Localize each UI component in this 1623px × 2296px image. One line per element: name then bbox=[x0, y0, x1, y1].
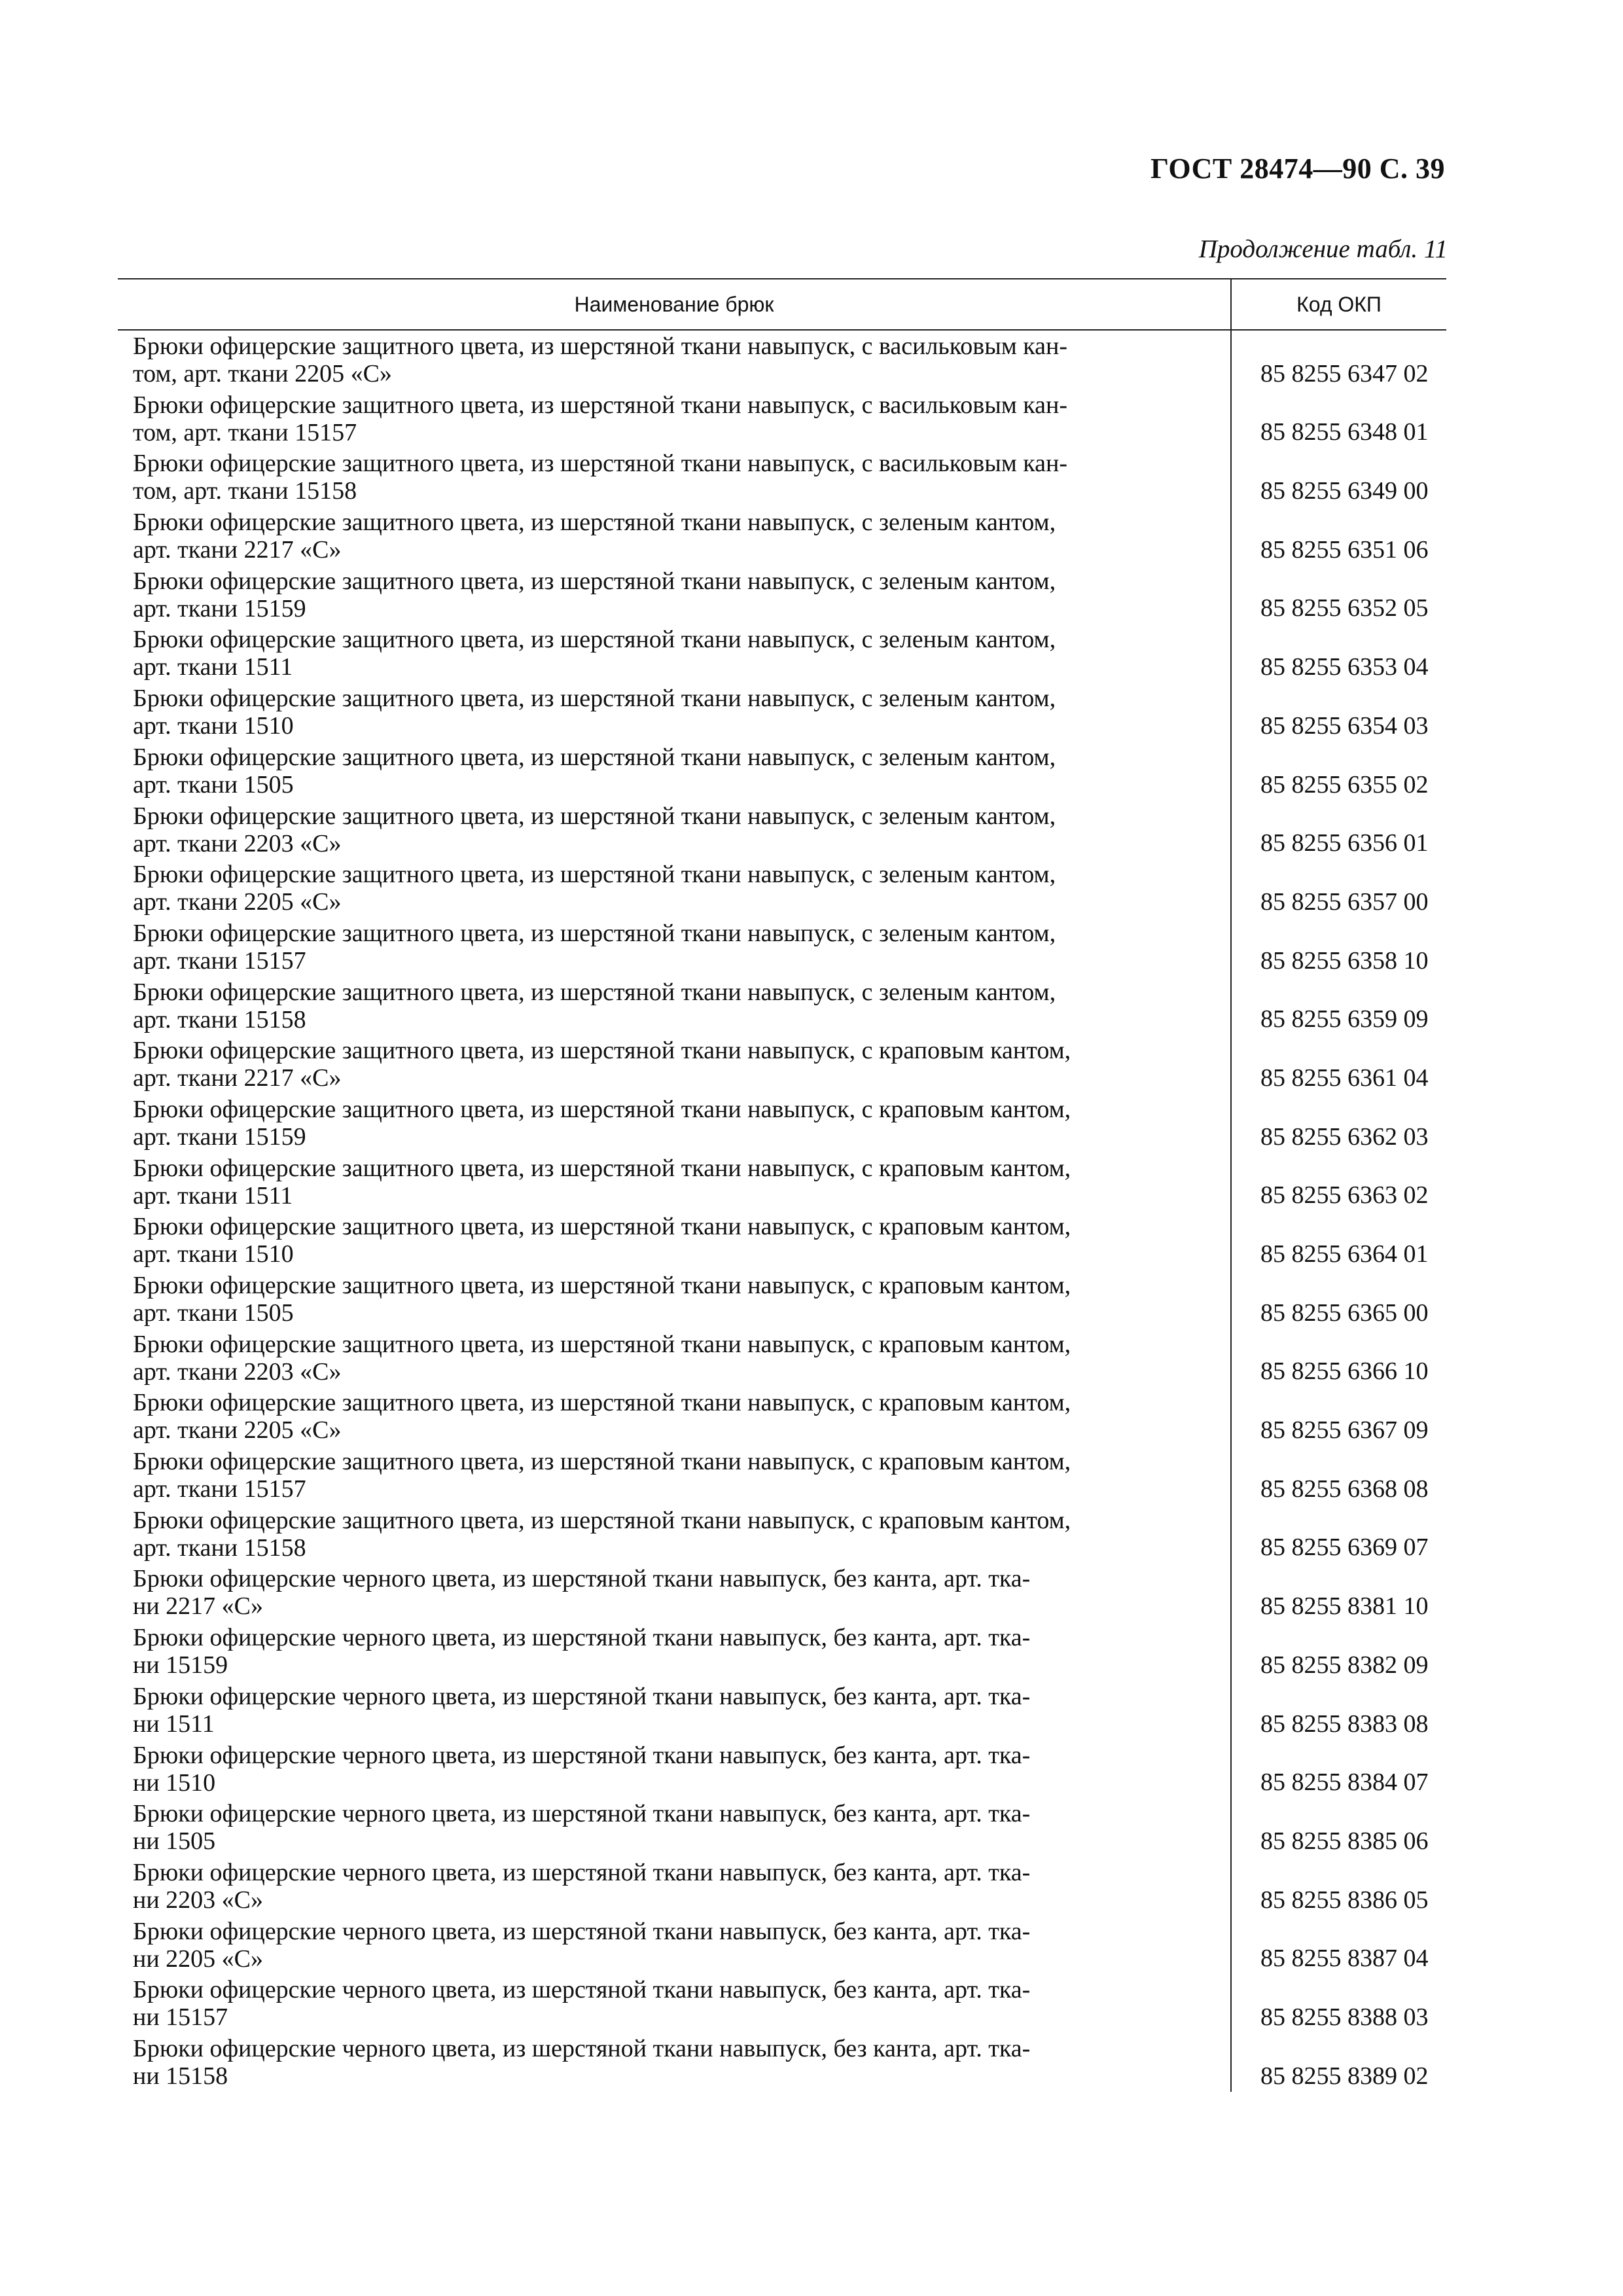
row-name-cell: Брюки офицерские защитного цвета, из шерстяной ткани навыпуск, с зеленым кантом, арт. ткани 1510 bbox=[133, 685, 1056, 740]
row-name-cell: Брюки офицерские защитного цвета, из шерстяной ткани навыпуск, с краповым кантом, арт. ткани 1510 bbox=[133, 1213, 1071, 1268]
table-row bbox=[118, 507, 1446, 565]
row-code-cell: 85 8255 6361 04 bbox=[1260, 1064, 1429, 1092]
products-table bbox=[118, 278, 1446, 2092]
row-name-cell: Брюки офицерские защитного цвета, из шерстяной ткани навыпуск, с зеленым кантом, арт. ткани 15159 bbox=[133, 567, 1056, 622]
table-row bbox=[118, 448, 1446, 507]
row-name-cell: Брюки офицерские защитного цвета, из шерстяной ткани навыпуск, с зеленым кантом, арт. ткани 2217 «С» bbox=[133, 509, 1056, 564]
column-header-code: Код ОКП bbox=[1296, 292, 1382, 316]
table-row bbox=[118, 1798, 1446, 1857]
row-code-cell: 85 8255 8383 08 bbox=[1260, 1710, 1429, 1738]
row-code-cell: 85 8255 6364 01 bbox=[1260, 1240, 1429, 1268]
row-name-cell: Брюки офицерские защитного цвета, из шерстяной ткани навыпуск, с краповым кантом, арт. ткани 15158 bbox=[133, 1506, 1071, 1562]
table-row bbox=[118, 1681, 1446, 1740]
row-code-cell: 85 8255 6363 02 bbox=[1260, 1181, 1429, 1210]
row-code-cell: 85 8255 6352 05 bbox=[1260, 594, 1429, 622]
row-code-cell: 85 8255 6368 08 bbox=[1260, 1475, 1429, 1503]
row-name-cell: Брюки офицерские защитного цвета, из шерстяной ткани навыпуск, с краповым кантом, арт. ткани 1511 bbox=[133, 1154, 1071, 1210]
table-row bbox=[118, 1387, 1446, 1446]
row-name-cell: Брюки офицерские защитного цвета, из шерстяной ткани навыпуск, с краповым кантом, арт. ткани 15159 bbox=[133, 1095, 1071, 1151]
table-row bbox=[118, 1153, 1446, 1211]
table-continuation-label: Продолжение табл. 11 bbox=[1198, 235, 1448, 263]
row-name-cell: Брюки офицерские черного цвета, из шерстяной ткани навыпуск, без канта, арт. тка- ни 1511 bbox=[133, 1682, 1031, 1738]
row-code-cell: 85 8255 6355 02 bbox=[1260, 770, 1429, 798]
row-name-cell: Брюки офицерские черного цвета, из шерстяной ткани навыпуск, без канта, арт. тка- ни 2203 «С» bbox=[133, 1858, 1031, 1914]
row-name-cell: Брюки офицерские черного цвета, из шерстяной ткани навыпуск, без канта, арт. тка- ни 2205 «С» bbox=[133, 1917, 1031, 1973]
row-code-cell: 85 8255 8387 04 bbox=[1260, 1945, 1429, 1973]
table-row bbox=[118, 1270, 1446, 1329]
row-code-cell: 85 8255 6366 10 bbox=[1260, 1357, 1429, 1386]
table-row bbox=[118, 1446, 1446, 1505]
row-name-cell: Брюки офицерские защитного цвета, из шерстяной ткани навыпуск, с краповым кантом, арт. ткани 2217 «С» bbox=[133, 1037, 1071, 1092]
row-code-cell: 85 8255 8385 06 bbox=[1260, 1827, 1429, 1855]
table-row bbox=[118, 1563, 1446, 1622]
table-body bbox=[118, 331, 1446, 2092]
table-row bbox=[118, 742, 1446, 800]
row-code-cell: 85 8255 6351 06 bbox=[1260, 535, 1429, 564]
row-code-cell: 85 8255 8386 05 bbox=[1260, 1886, 1429, 1914]
table-row bbox=[118, 1094, 1446, 1153]
row-code-cell: 85 8255 8384 07 bbox=[1260, 1768, 1429, 1797]
row-code-cell: 85 8255 6347 02 bbox=[1260, 359, 1429, 387]
table-row bbox=[118, 800, 1446, 859]
row-code-cell: 85 8255 8381 10 bbox=[1260, 1592, 1429, 1621]
row-name-cell: Брюки офицерские защитного цвета, из шерстяной ткани навыпуск, с васильковым кан- том, арт. ткани 15158 bbox=[133, 450, 1068, 505]
table-row bbox=[118, 1329, 1446, 1388]
table-row bbox=[118, 1857, 1446, 1916]
table-row bbox=[118, 565, 1446, 624]
row-name-cell: Брюки офицерские защитного цвета, из шерстяной ткани навыпуск, с зеленым кантом, арт. ткани 1505 bbox=[133, 743, 1056, 798]
row-code-cell: 85 8255 6367 09 bbox=[1260, 1416, 1429, 1444]
row-name-cell: Брюки офицерские черного цвета, из шерстяной ткани навыпуск, без канта, арт. тка- ни 15157 bbox=[133, 1976, 1031, 2032]
row-code-cell: 85 8255 6362 03 bbox=[1260, 1122, 1429, 1151]
table-row bbox=[118, 2033, 1446, 2092]
table-row bbox=[118, 1505, 1446, 1564]
row-code-cell: 85 8255 8382 09 bbox=[1260, 1651, 1429, 1679]
row-code-cell: 85 8255 6358 10 bbox=[1260, 946, 1429, 975]
row-code-cell: 85 8255 6348 01 bbox=[1260, 418, 1429, 446]
row-name-cell: Брюки офицерские защитного цвета, из шерстяной ткани навыпуск, с краповым кантом, арт. ткани 2205 «С» bbox=[133, 1389, 1071, 1444]
row-name-cell: Брюки офицерские защитного цвета, из шерстяной ткани навыпуск, с зеленым кантом, арт. ткани 15157 bbox=[133, 919, 1056, 975]
row-name-cell: Брюки офицерские защитного цвета, из шерстяной ткани навыпуск, с васильковым кан- том, арт. ткани 2205 «С» bbox=[133, 332, 1068, 387]
table-row bbox=[118, 624, 1446, 683]
row-code-cell: 85 8255 6353 04 bbox=[1260, 653, 1429, 681]
row-code-cell: 85 8255 6349 00 bbox=[1260, 477, 1429, 505]
row-name-cell: Брюки офицерские защитного цвета, из шерстяной ткани навыпуск, с васильковым кан- том, арт. ткани 15157 bbox=[133, 391, 1068, 446]
row-code-cell: 85 8255 6369 07 bbox=[1260, 1534, 1429, 1562]
row-name-cell: Брюки офицерские защитного цвета, из шерстяной ткани навыпуск, с зеленым кантом, арт. ткани 1511 bbox=[133, 626, 1056, 681]
row-name-cell: Брюки офицерские черного цвета, из шерстяной ткани навыпуск, без канта, арт. тка- ни 1505 bbox=[133, 1800, 1031, 1856]
row-name-cell: Брюки офицерские черного цвета, из шерстяной ткани навыпуск, без канта, арт. тка- ни 2217 «С» bbox=[133, 1565, 1031, 1621]
page-header-title: ГОСТ 28474—90 С. 39 bbox=[1150, 152, 1445, 185]
row-code-cell: 85 8255 6365 00 bbox=[1260, 1299, 1429, 1327]
table-row bbox=[118, 1035, 1446, 1094]
row-name-cell: Брюки офицерские защитного цвета, из шерстяной ткани навыпуск, с зеленым кантом, арт. ткани 2205 «С» bbox=[133, 861, 1056, 916]
table-row bbox=[118, 918, 1446, 977]
row-code-cell: 85 8255 8388 03 bbox=[1260, 2003, 1429, 2031]
table-row bbox=[118, 331, 1446, 389]
table-row bbox=[118, 1622, 1446, 1681]
table-row bbox=[118, 1740, 1446, 1799]
table-row bbox=[118, 1916, 1446, 1975]
row-code-cell: 85 8255 6359 09 bbox=[1260, 1005, 1429, 1033]
table-row bbox=[118, 1211, 1446, 1270]
row-name-cell: Брюки офицерские черного цвета, из шерстяной ткани навыпуск, без канта, арт. тка- ни 15159 bbox=[133, 1624, 1031, 1679]
row-name-cell: Брюки офицерские защитного цвета, из шерстяной ткани навыпуск, с краповым кантом, арт. ткани 2203 «С» bbox=[133, 1330, 1071, 1386]
table-row bbox=[118, 1974, 1446, 2033]
row-name-cell: Брюки офицерские защитного цвета, из шерстяной ткани навыпуск, с краповым кантом, арт. ткани 15157 bbox=[133, 1448, 1071, 1503]
row-name-cell: Брюки офицерские защитного цвета, из шерстяной ткани навыпуск, с зеленым кантом, арт. ткани 2203 «С» bbox=[133, 802, 1056, 857]
row-name-cell: Брюки офицерские черного цвета, из шерстяной ткани навыпуск, без канта, арт. тка- ни 1510 bbox=[133, 1741, 1031, 1797]
row-name-cell: Брюки офицерские черного цвета, из шерстяной ткани навыпуск, без канта, арт. тка- ни 15158 bbox=[133, 2034, 1031, 2090]
row-code-cell: 85 8255 6356 01 bbox=[1260, 829, 1429, 857]
table-row bbox=[118, 859, 1446, 918]
table-row bbox=[118, 977, 1446, 1035]
table-row bbox=[118, 389, 1446, 448]
table-row bbox=[118, 683, 1446, 742]
row-name-cell: Брюки офицерские защитного цвета, из шерстяной ткани навыпуск, с краповым кантом, арт. ткани 1505 bbox=[133, 1272, 1071, 1327]
table-header bbox=[118, 278, 1446, 331]
row-code-cell: 85 8255 6357 00 bbox=[1260, 888, 1429, 916]
row-code-cell: 85 8255 6354 03 bbox=[1260, 711, 1429, 740]
row-code-cell: 85 8255 8389 02 bbox=[1260, 2062, 1429, 2090]
row-name-cell: Брюки офицерские защитного цвета, из шерстяной ткани навыпуск, с зеленым кантом, арт. ткани 15158 bbox=[133, 978, 1056, 1033]
column-header-name: Наименование брюк bbox=[118, 279, 1232, 329]
